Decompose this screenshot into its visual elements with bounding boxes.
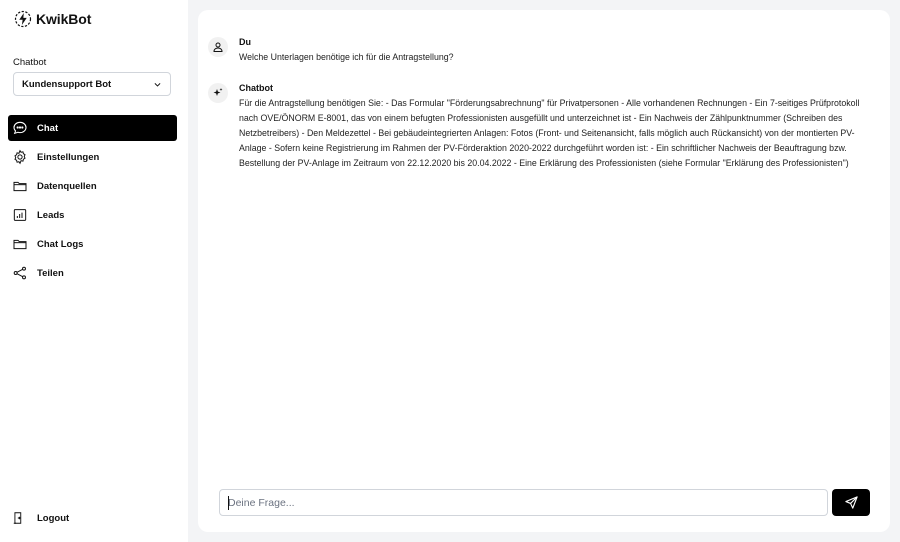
text-caret: [228, 496, 229, 510]
chat-bubble-icon: [12, 120, 28, 136]
sparkle-icon: [212, 87, 224, 99]
share-icon: [12, 265, 28, 281]
chevron-down-icon: [153, 80, 162, 89]
logout-button[interactable]: [12, 511, 69, 525]
message-text: Für die Antragstellung benötigen Sie: - Das Formular "Förderungsabrechnung" für Privatpersonen - Alle vorhandenen Rechnungen - Ein 7-seitiges Prüfprotokoll nach OVE/ÖNORM E-8001, das von einem befugten Professionisten ausgefüllt und unterzeichnet ist - Ein Nachweis der Zählpunktnummer (Schreiben des Netzbetreibers) - Den Meldezettel - Bei gebäudeintegrierten Anlagen: Fotos (Front- und Seitenansicht, falls möglich auch Rückansicht) von der montierten PV-Anlage - Sofern keine Registrierung im Rahmen der PV-Förderaktion 2020-2022 durchgeführt worden ist: - Ein schriftlicher Nachweis der Beauftragung bzw. Bestellung der PV-Anlage im Zeitraum von 22.12.2020 bis 20.04.2022 - Eine Erklärung des Professionisten (siehe Formular "Erklärung des Professionisten"): [239, 98, 860, 168]
sidebar-item-einstellungen[interactable]: [8, 144, 177, 170]
message-sender: Du: [239, 37, 251, 47]
chat-panel: [198, 10, 890, 532]
user-icon: [212, 41, 224, 53]
folder-icon: [12, 236, 28, 252]
sidebar-item-label: Teilen: [37, 267, 64, 279]
message-text: Welche Unterlagen benötige ich für die Antragstellung?: [239, 52, 454, 62]
question-input[interactable]: [228, 497, 819, 509]
app-logo[interactable]: [14, 10, 91, 28]
sidebar-item-chat[interactable]: [8, 115, 177, 141]
bot-select[interactable]: [13, 72, 171, 96]
send-icon: [844, 495, 859, 510]
logout-label: Logout: [37, 512, 70, 524]
chat-message: [208, 37, 873, 65]
sidebar-item-label: Chat: [37, 122, 59, 134]
sidebar-item-label: Leads: [37, 209, 65, 221]
send-button[interactable]: [832, 489, 870, 516]
sidebar-nav: [8, 115, 177, 289]
bolt-logo-icon: [14, 10, 32, 28]
question-input-container: [219, 489, 828, 516]
sidebar-item-leads[interactable]: [8, 202, 177, 228]
sidebar-item-label: Einstellungen: [37, 151, 100, 163]
sidebar-item-label: Datenquellen: [37, 180, 97, 192]
sidebar-item-label: Chat Logs: [37, 238, 84, 250]
sidebar-item-chat-logs[interactable]: [8, 231, 177, 257]
logout-icon: [12, 511, 26, 525]
bot-select-value: Kundensupport Bot: [22, 78, 112, 90]
sidebar-item-teilen[interactable]: [8, 260, 177, 286]
folder-icon: [12, 178, 28, 194]
sidebar-item-datenquellen[interactable]: [8, 173, 177, 199]
gear-icon: [12, 149, 28, 165]
user-avatar: [208, 37, 228, 57]
bar-chart-icon: [12, 207, 28, 223]
app-name: KwikBot: [36, 11, 92, 27]
sidebar: [0, 0, 188, 542]
chatbot-section-label: Chatbot: [13, 57, 47, 68]
chat-message: [208, 83, 873, 171]
bot-avatar: [208, 83, 228, 103]
message-sender: Chatbot: [239, 83, 273, 93]
